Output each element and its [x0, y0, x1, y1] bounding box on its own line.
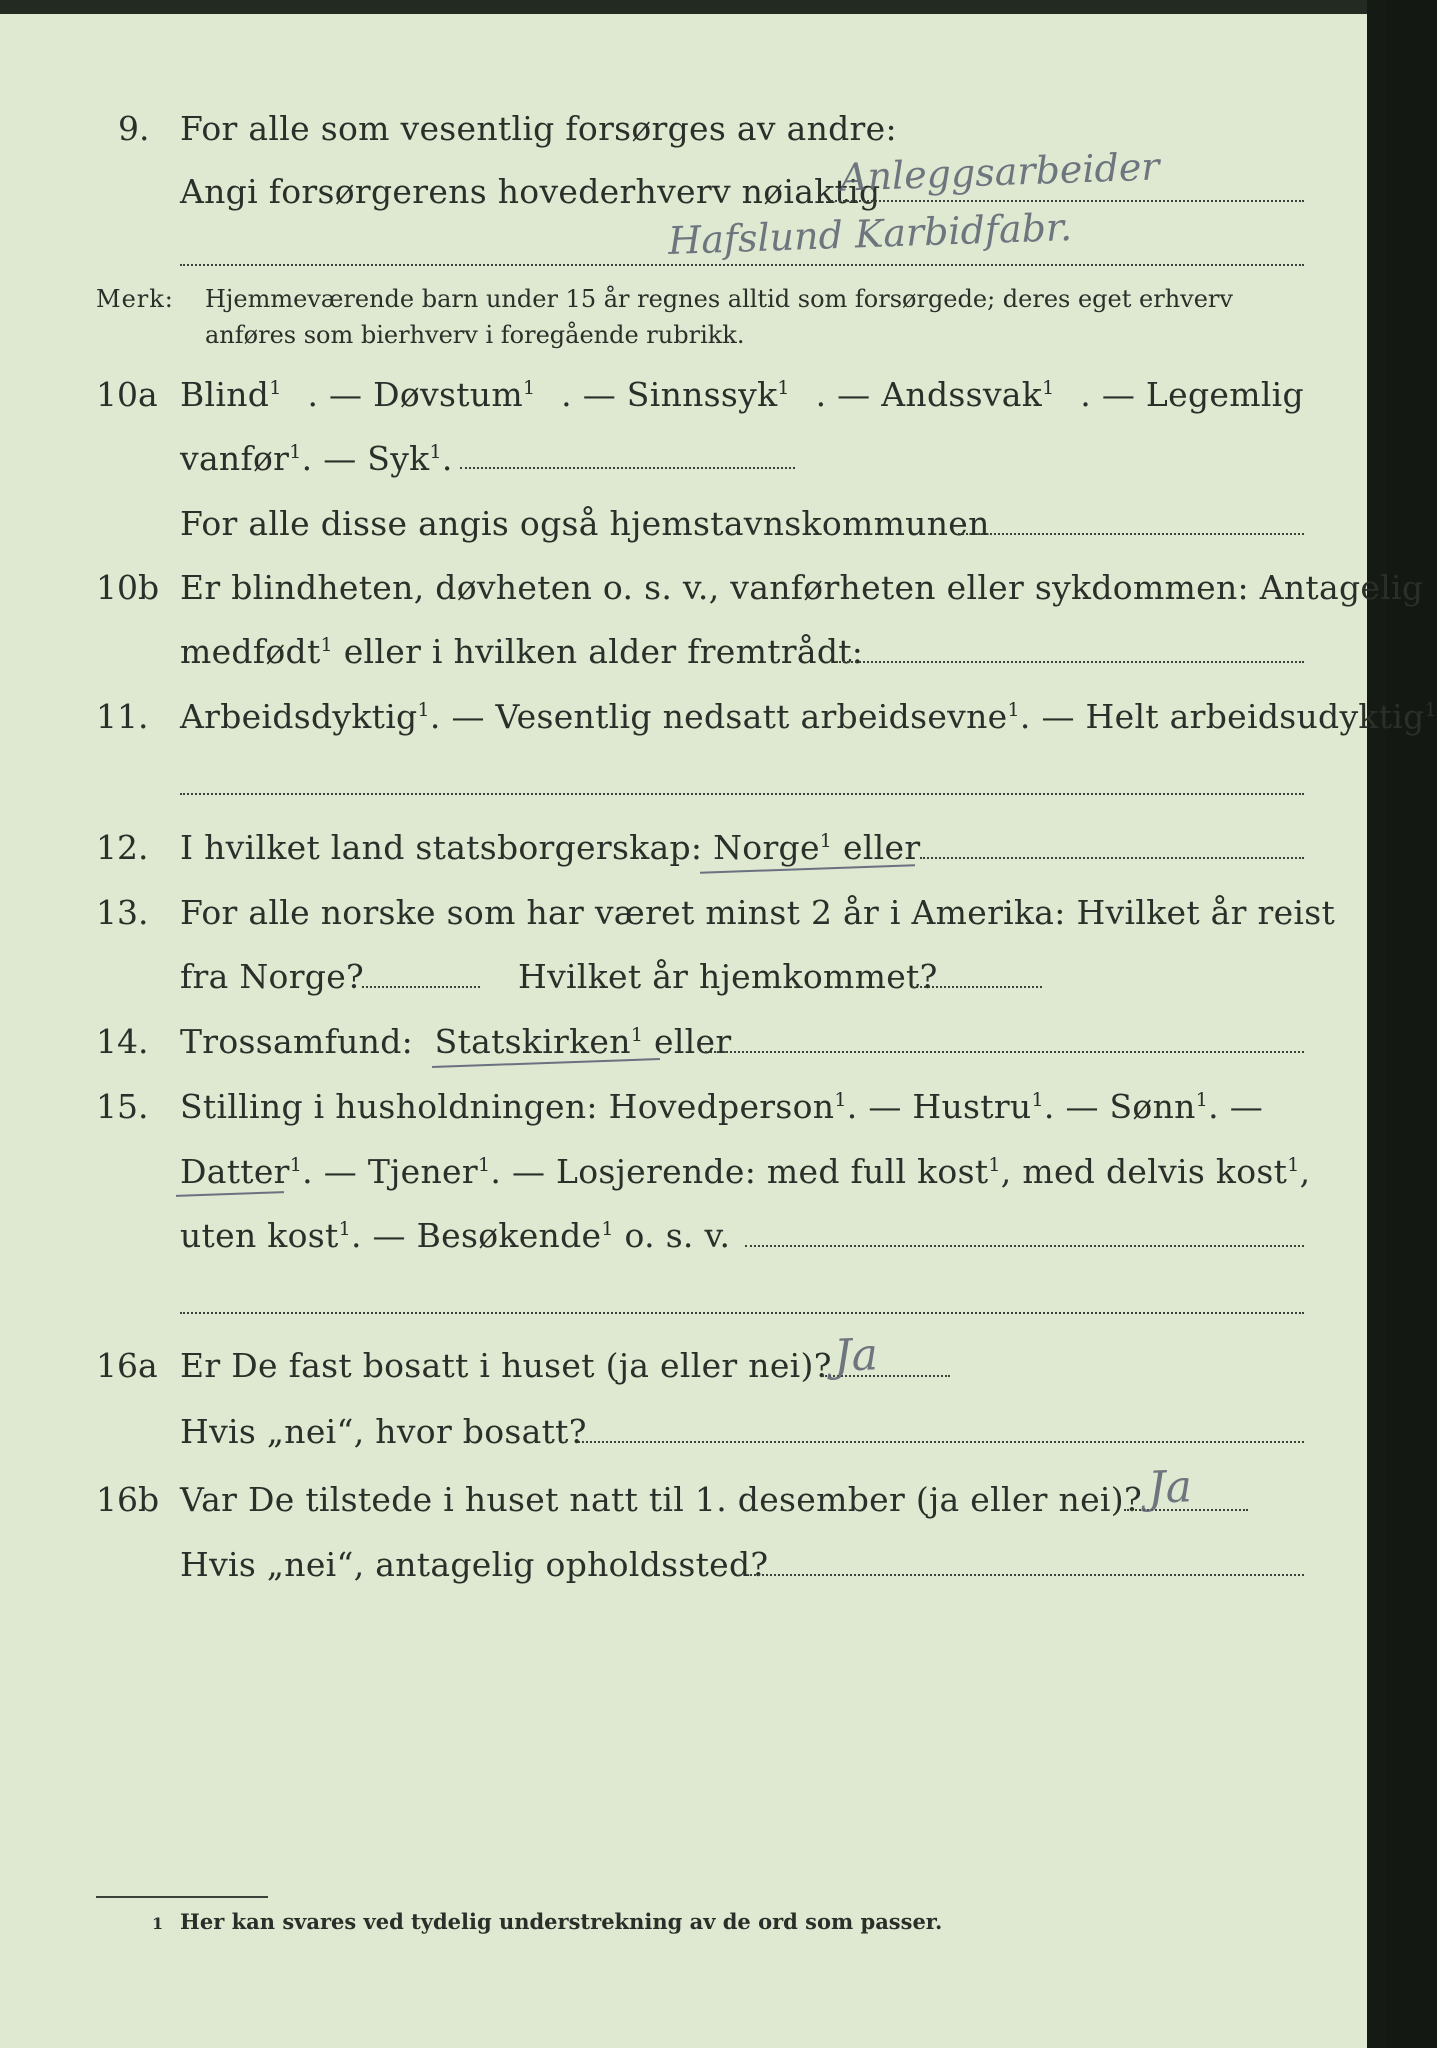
q10a-line-2: vanfør$^1$. — Syk$^1$. [180, 439, 453, 478]
q16b-line-1: Var De tilstede i huset natt til 1. desember (ja eller nei)? [180, 1480, 1142, 1519]
q15-datter-underlined: Datter$^1$ [180, 1152, 303, 1191]
q13-number: 13. [96, 893, 149, 932]
q10b-line-1: Er blindheten, døvheten o. s. v., vanførheten eller sykdommen: Antagelig [180, 568, 1424, 607]
footnote-mark: 1 [152, 1914, 164, 1933]
q13-reist-answer-line [362, 986, 480, 988]
q14-number: 14. [96, 1022, 149, 1061]
q16b-handwritten-answer: Ja [1147, 1461, 1193, 1514]
q15-line-1: Stilling i husholdningen: Hovedperson$^1$. — Hustru$^1$. — Sønn$^1$. — [180, 1087, 1263, 1126]
q10a-hjemstavn-label: For alle disse angis også hjemstavnskommunen [180, 504, 990, 543]
q10b-number: 10b [96, 568, 160, 607]
q12-answer-line [920, 857, 1304, 859]
q9-handwritten-employer: Hafslund Karbidfabr. [667, 204, 1073, 264]
q10a-syk-answer-line [460, 467, 795, 469]
q13-reist-label: fra Norge? [180, 957, 365, 996]
merk-line-2: anføres som bierhverv i foregående rubrikk. [205, 321, 745, 349]
q9-question: For alle som vesentlig forsørges av andre: [180, 109, 897, 148]
q15-number: 15. [96, 1087, 149, 1126]
q10a-line-1 [180, 375, 1304, 415]
footnote-rule [96, 1896, 268, 1898]
q10b-line-2: medfødt$^1$ eller i hvilken alder fremtrådt: [180, 632, 864, 671]
q15-answer-line-2 [180, 1312, 1304, 1314]
q11-line: Arbeidsdyktig$^1$. — Vesentlig nedsatt arbeidsevne$^1$. — Helt arbeidsudyktig$^1$ [180, 697, 1437, 736]
q12-line: I hvilket land statsborgerskap: Norge$^1$ eller [180, 828, 921, 867]
q10a-sinnssyk: . — Sinnssyk$^1$ [561, 375, 790, 414]
q11-answer-line [180, 793, 1304, 795]
scan-top-edge [0, 0, 1387, 14]
q16a-bosatt-answer-line [578, 1441, 1304, 1443]
q10a-dovstum: . — Døvstum$^1$ [307, 375, 536, 414]
q16a-number: 16a [96, 1346, 158, 1385]
q9-number: 9. [118, 109, 150, 148]
q13-hjemkommet-label: Hvilket år hjemkommet? [518, 957, 938, 996]
q10a-number: 10a [96, 375, 158, 414]
scan-right-edge [1367, 0, 1387, 2048]
q15-answer-line-1 [745, 1245, 1304, 1247]
q16b-opholdssted-answer-line [750, 1574, 1304, 1576]
q16b-number: 16b [96, 1480, 160, 1519]
q15-line-3: uten kost$^1$. — Besøkende$^1$ o. s. v. [180, 1216, 731, 1255]
q10b-answer-line [836, 661, 1304, 663]
q12-norge-underlined: Norge$^1$ [713, 828, 833, 867]
q11-number: 11. [96, 697, 149, 736]
q10a-hjemstavn-answer-line [958, 533, 1304, 535]
q15-line-2: Datter$^1$. — Tjener$^1$. — Losjerende: med full kost$^1$, med delvis kost$^1$, [180, 1152, 1311, 1191]
q10a-andssvak: . — Andssvak$^1$ [815, 375, 1055, 414]
q10a-legemlig: . — Legemlig [1080, 375, 1304, 414]
q16a-handwritten-answer: Ja [833, 1329, 879, 1382]
footnote-text: Her kan svares ved tydelig understrekning av de ord som passer. [180, 1909, 943, 1934]
q16a-line-2: Hvis „nei“, hvor bosatt? [180, 1412, 587, 1451]
q16b-line-2: Hvis „nei“, antagelig opholdssted? [180, 1545, 769, 1584]
q10a-blind: Blind$^1$ [180, 375, 282, 414]
q9-occupation-label: Angi forsørgerens hovederhverv nøiaktig [180, 172, 881, 211]
merk-line-1: Hjemmeværende barn under 15 år regnes alltid som forsørgede; deres eget erhverv [205, 285, 1233, 313]
merk-label: Merk: [96, 285, 174, 313]
q14-statskirken-underlined: Statskirken$^1$ [434, 1022, 644, 1061]
q9-handwritten-occupation: Anleggsarbeider [839, 144, 1161, 200]
q12-number: 12. [96, 828, 149, 867]
q14-line: Trossamfund: Statskirken$^1$ eller [180, 1022, 732, 1061]
q16a-line-1: Er De fast bosatt i huset (ja eller nei)? [180, 1346, 832, 1385]
q13-line-1: For alle norske som har været minst 2 år i Amerika: Hvilket år reist [180, 893, 1336, 932]
q9-answer-line-2 [180, 264, 1304, 266]
q14-answer-line [705, 1051, 1304, 1053]
q13-hjemkommet-answer-line [912, 986, 1042, 988]
q9-answer-line-1 [828, 200, 1304, 202]
